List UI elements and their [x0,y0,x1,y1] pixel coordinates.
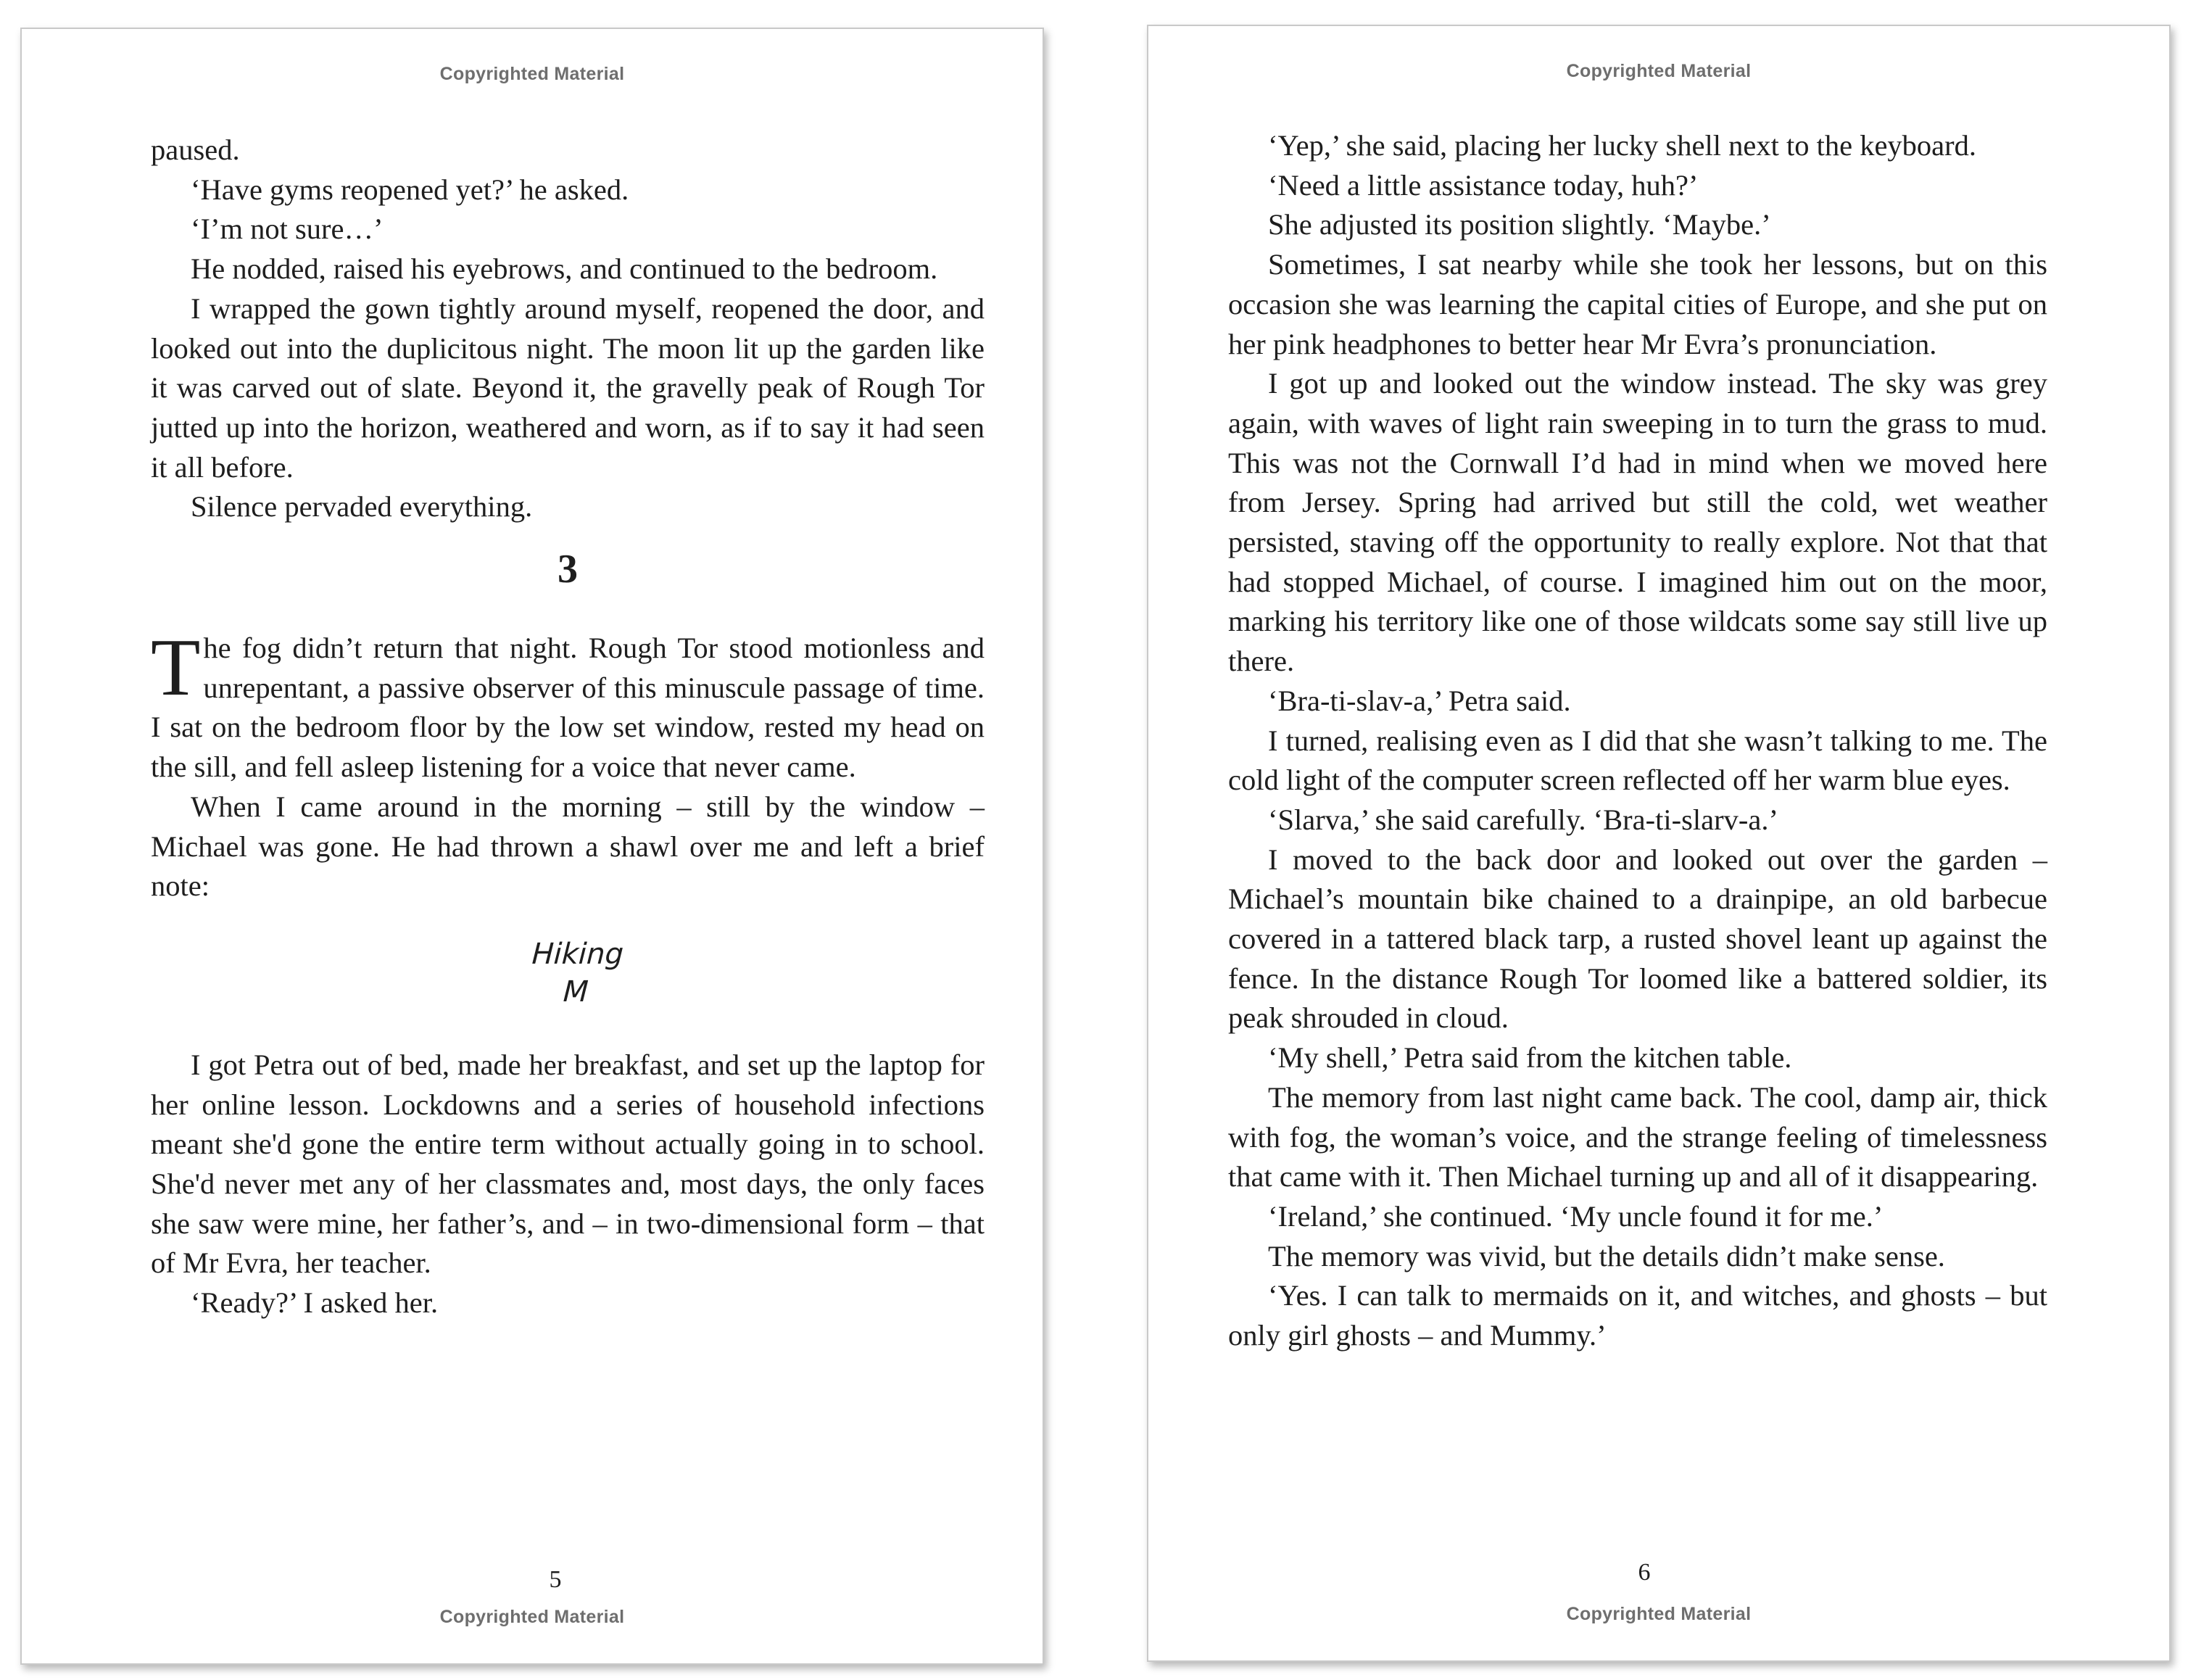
paragraph: She adjusted its position slightly. ‘Maybe.’ [1268,208,1771,241]
paragraph: Silence pervaded everything. [191,490,533,524]
page-number: 5 [549,1566,562,1593]
left-page [20,28,1044,1665]
handwritten-note [149,935,986,1011]
paragraph: paused. [151,133,240,166]
paragraphs-after-note [151,1046,985,1323]
paragraph: ‘Ireland,’ she continued. ‘My uncle found it for me.’ [1268,1199,1884,1233]
paragraph: I got up and looked out the window instead. The sky was grey again, with waves of light rain sweeping in to turn the grass to mud. This was not the Cornwall I’d had in mind when we moved here from Jersey. Spring had arrived but still the cold, wet weather persisted, staving off the opportunity to really explore. Not that that had stopped Michael, of course. I imagined him out on the moor, marking his territory like one of those wildcats some say still live up there. [1228,367,2047,678]
paragraph: ‘Yep,’ she said, placing her lucky shell next to the keyboard. [1268,129,1977,162]
copyright-footer: Copyrighted Material [1566,1604,1752,1624]
paragraph: ‘Yes. I can talk to mermaids on it, and witches, and ghosts – but only girl ghosts – and Mummy.’ [1228,1279,2047,1352]
page-number: 6 [1638,1559,1651,1586]
copyright-header: Copyrighted Material [1566,61,1752,81]
chapter-number: 3 [558,547,578,592]
paragraph: ‘Need a little assistance today, huh?’ [1268,168,1699,202]
paragraph: I moved to the back door and looked out over the garden – Michael’s mountain bike chained to a drainpipe, an old barbecue covered in a tattered black tarp, a rusted shovel leant up against the fence. In the distance Rough Tor loomed like a battered soldier, its peak shrouded in cloud. [1228,843,2047,1035]
copyright-header: Copyrighted Material [439,64,625,84]
paragraph: I turned, realising even as I did that she wasn’t talking to me. The cold light of the computer screen reflected off her warm blue eyes. [1228,724,2047,797]
paragraph: ‘Bra-ti-slav-a,’ Petra said. [1268,684,1571,717]
paragraph: Sometimes, I sat nearby while she took her lessons, but on this occasion she was learning the capital cities of Europe, and she put on her pink headphones to better hear Mr Evra’s pronunciation. [1228,248,2047,360]
paragraphs-before-note [151,787,985,906]
paragraph: ‘My shell,’ Petra said from the kitchen table. [1268,1041,1792,1075]
paragraph: I wrapped the gown tightly around myself, reopened the door, and looked out into the duplicitous night. The moon lit up the garden like it was carved out of slate. Beyond it, the gravelly peak of Rough Tor jutted up into the horizon, weathered and worn, as if to say it had seen it all before. [151,291,985,484]
paragraphs-before-chapter [151,131,985,527]
paragraph: ‘Ready?’ I asked her. [191,1286,439,1320]
paragraph: He nodded, raised his eyebrows, and continued to the bedroom. [191,252,938,286]
paragraph: The memory was vivid, but the details didn’t make sense. [1268,1239,1945,1273]
paragraph: The memory from last night came back. The cool, damp air, thick with fog, the woman’s voice, and the strange feeling of timelessness that came with it. Then Michael turning up and all of it disappearing. [1228,1080,2047,1193]
note-line-1: Hiking [531,937,625,971]
paragraph: When I came around in the morning – still by the window – Michael was gone. He had thrown a shawl over me and left a brief note: [151,790,985,903]
copyright-footer: Copyrighted Material [439,1607,625,1627]
drop-cap: T [151,623,201,713]
right-page-paragraphs [1228,126,2047,1356]
opening-paragraph-text: he fog didn’t return that night. Rough Tor stood motionless and unrepentant, a passive observer of this minuscule passage of time. I sat on the bedroom floor by the low set window, rested my head on the sill, and fell asleep listening for a voice that never came. [151,632,985,784]
paragraph: I got Petra out of bed, made her breakfast, and set up the laptop for her online lesson. Lockdowns and a series of household infections meant she'd gone the entire term without actually going in to school. She'd never met any of her classmates and, most days, the only faces she saw were mine, her father’s, and – in two-dimensional form – that of Mr Evra, her teacher. [151,1048,985,1280]
paragraph: ‘Have gyms reopened yet?’ he asked. [191,173,629,206]
right-page-body [1228,126,2047,1356]
paragraph: ‘I’m not sure…’ [191,212,384,246]
note-line-2: M [562,975,589,1009]
right-page [1147,25,2171,1662]
chapter-opening-paragraph [151,623,985,787]
paragraph: ‘Slarva,’ she said carefully. ‘Bra-ti-slarv-a.’ [1268,803,1778,836]
left-page-body [151,131,985,1323]
